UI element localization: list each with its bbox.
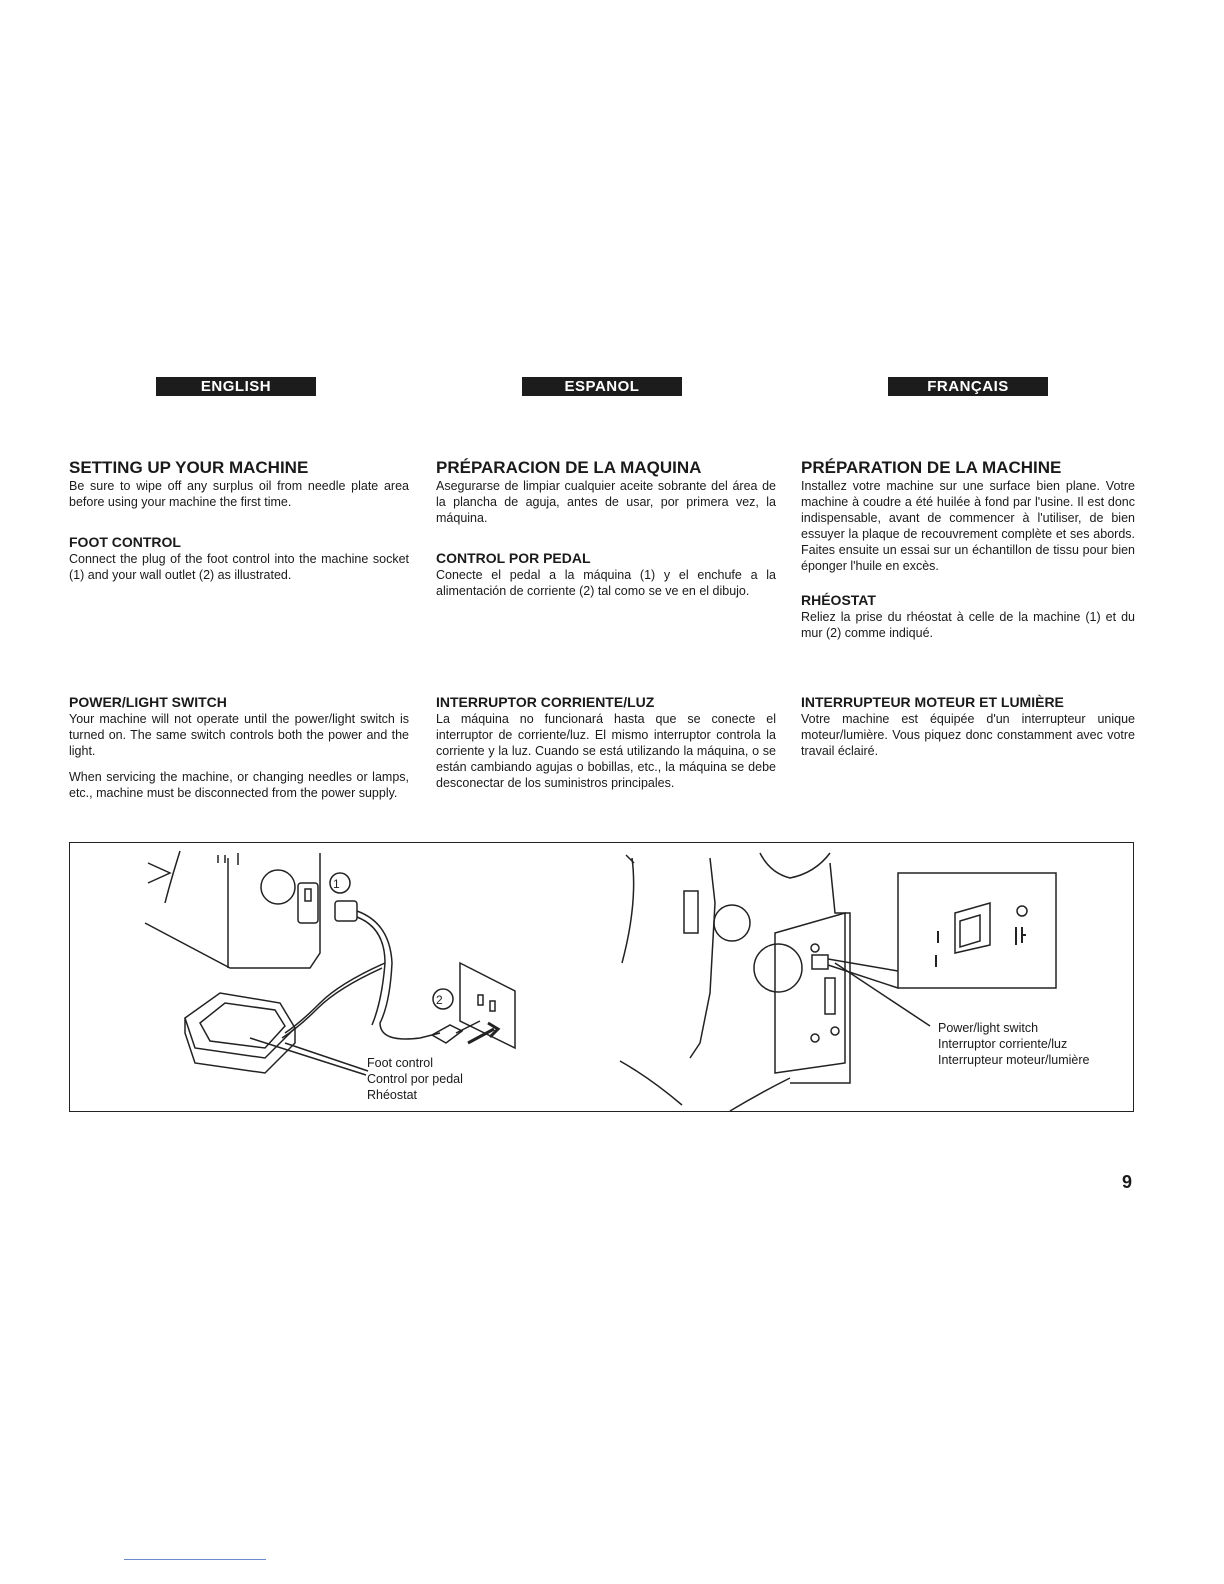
caption-line: Interrupteur moteur/lumière [938, 1053, 1090, 1067]
marker-1: 1 [333, 877, 340, 891]
wall-outlet [460, 963, 515, 1048]
switch-zoom-box [898, 873, 1056, 988]
switch-caption [938, 1020, 1089, 1068]
english-switch-title: POWER/LIGHT SWITCH [69, 694, 227, 710]
espanol-switch-title: INTERRUPTOR CORRIENTE/LUZ [436, 694, 655, 710]
plug-1 [335, 901, 357, 921]
setup-illustration-drawing [70, 843, 1134, 1112]
page-number: 9 [1122, 1172, 1133, 1192]
english-switch-section [69, 694, 409, 801]
tab-espanol: ESPANOL [522, 377, 682, 396]
marker-2: 2 [436, 993, 443, 1007]
francais-switch-section [801, 694, 1135, 759]
espanol-title: PRÉPARACION DE LA MAQUINA [436, 458, 702, 477]
tab-english: ENGLISH [156, 377, 316, 396]
english-switch-text2: When servicing the machine, or changing needles or lamps, etc., machine must be disconnected from the power supply. [69, 770, 409, 800]
francais-intro: Installez votre machine sur une surface bien plane. Votre machine à coudre a été huilée à fond par l'usine. Il est donc indispensable, avant de commencer à l'utiliser, de bien essuyer la plaque de recouvrement complète et ses abords. Faites ensuite un essai sur un échantillon de tissu pour bien éponger l'huile en excès. [801, 479, 1135, 573]
caption-line: Foot control [367, 1056, 434, 1070]
francais-column [801, 458, 1135, 641]
handwheel [261, 870, 295, 904]
tab-francais: FRANÇAIS [888, 377, 1048, 396]
espanol-switch-section [436, 694, 776, 791]
caption-line: Control por pedal [367, 1072, 463, 1086]
side-slot [684, 891, 698, 933]
caption-line: Power/light switch [938, 1021, 1039, 1035]
francais-foot-text: Reliez la prise du rhéostat à celle de la machine (1) et du mur (2) comme indiqué. [801, 610, 1135, 640]
espanol-column [436, 458, 776, 599]
espanol-switch-text: La máquina no funcionará hasta que se conecte el interruptor de corriente/luz. El mismo interruptor controla la corriente y la luz. Cuando se está utilizando la máquina, o se están cambiando agujas o bobillas, etc., la máquina se debe desconectar de los suministros principales. [436, 712, 776, 790]
bottom-rule [124, 1559, 266, 1560]
side-knob [714, 905, 750, 941]
english-foot-title: FOOT CONTROL [69, 534, 181, 550]
caption-line: Rhéostat [367, 1088, 418, 1102]
espanol-foot-title: CONTROL POR PEDAL [436, 550, 591, 566]
francais-switch-text: Votre machine est équipée d'un interrupteur unique moteur/lumière. Vous piquez donc constamment avec votre travail éclairé. [801, 712, 1135, 758]
english-intro: Be sure to wipe off any surplus oil from needle plate area before using your machine the first time. [69, 479, 409, 509]
espanol-intro: Asegurarse de limpiar cualquier aceite sobrante del área de la plancha de aguja, antes de usar, por primera vez, la máquina. [436, 479, 776, 525]
foot-control-caption [367, 1055, 463, 1103]
setup-illustration [69, 842, 1134, 1112]
side-handwheel [754, 944, 802, 992]
switch-detail [812, 955, 828, 969]
francais-switch-title: INTERRUPTEUR MOTEUR ET LUMIÈRE [801, 694, 1064, 710]
caption-line: Interruptor corriente/luz [938, 1037, 1068, 1051]
english-switch-text1: Your machine will not operate until the power/light switch is turned on. The same switch controls both the power and the light. [69, 712, 409, 758]
english-title: SETTING UP YOUR MACHINE [69, 458, 309, 477]
espanol-foot-text: Conecte el pedal a la máquina (1) y el enchufe a la alimentación de corriente (2) tal como se ve en el dibujo. [436, 568, 776, 598]
francais-foot-title: RHÉOSTAT [801, 592, 876, 608]
machine-body-outline [145, 853, 320, 968]
francais-title: PRÉPARATION DE LA MACHINE [801, 458, 1062, 477]
english-column [69, 458, 409, 583]
english-foot-text: Connect the plug of the foot control into the machine socket (1) and your wall outlet (2) as illustrated. [69, 552, 409, 582]
